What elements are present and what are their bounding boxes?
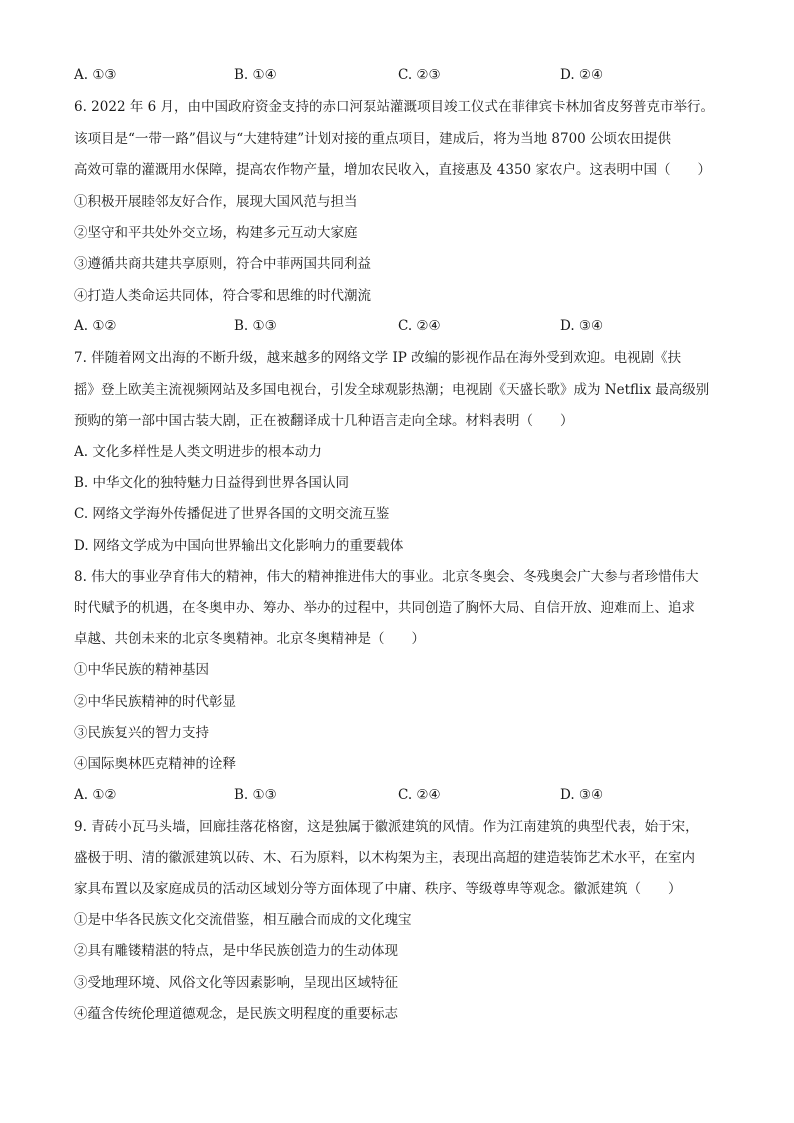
q7-choice-a: A. 文化多样性是人类文明进步的根本动力 (74, 444, 322, 460)
q6-stem-line: 该项目是“一带一路”倡议与“大建特建”计划对接的重点项目，建成后，将为当地 8700 公顷农田提供 (74, 131, 672, 147)
q8-option-d: D. ③④ (560, 787, 604, 803)
q8-statement: ①中华民族的精神基因 (74, 662, 209, 678)
q9-stem-line: 9. 青砖小瓦马头墙，回廊挂落花格窗，这是独属于徽派建筑的风情。作为江南建筑的典型代表，始于宋， (74, 819, 699, 835)
q6-option-c: C. ②④ (398, 318, 441, 334)
q8-option-a: A. ①② (74, 787, 117, 803)
q9-statement: ①是中华各民族文化交流借鉴，相互融合而成的文化瑰宝 (74, 912, 412, 928)
q8-statement: ④国际奥林匹克精神的诠释 (74, 756, 236, 772)
q8-option-c: C. ②④ (398, 787, 441, 803)
q7-stem-line: 摇》登上欧美主流视频网站及多国电视台，引发全球观影热潮；电视剧《天盛长歌》成为 Netflix 最高级别 (74, 382, 710, 398)
q5-option-a: A. ①③ (74, 67, 117, 83)
q5-option-d: D. ②④ (560, 67, 604, 83)
q7-choice-c: C. 网络文学海外传播促进了世界各国的文明交流互鉴 (74, 506, 390, 522)
q8-statement: ③民族复兴的智力支持 (74, 725, 209, 741)
q8-stem-line: 时代赋予的机遇，在冬奥申办、筹办、举办的过程中，共同创造了胸怀大局、自信开放、迎难而上、追求 (74, 600, 695, 616)
q6-stem-line: 高效可靠的灌溉用水保障，提高农作物产量，增加农民收入，直接惠及 4350 家农户。这表明中国（ ） (74, 162, 711, 178)
q7-choice-d: D. 网络文学成为中国向世界输出文化影响力的重要载体 (74, 538, 404, 554)
q8-stem-line: 卓越、共创未来的北京冬奥精神。北京冬奥精神是（ ） (74, 631, 425, 647)
q6-statement: ②坚守和平共处外交立场，构建多元互动大家庭 (74, 225, 358, 241)
q6-option-a: A. ①② (74, 318, 117, 334)
q6-option-d: D. ③④ (560, 318, 604, 334)
q9-stem-line: 盛极于明、清的徽派建筑以砖、木、石为原料，以木构架为主，表现出高超的建造装饰艺术水平，在室内 (74, 850, 695, 866)
q5-option-c: C. ②③ (398, 67, 441, 83)
q9-statement: ③受地理环境、风俗文化等因素影响，呈现出区域特征 (74, 975, 398, 991)
q7-stem-line: 7. 伴随着网文出海的不断升级，越来越多的网络文学 IP 改编的影视作品在海外受到欢迎。电视剧《扶 (74, 350, 682, 366)
q8-option-b: B. ①③ (234, 787, 277, 803)
q6-statement: ③遵循共商共建共享原则，符合中菲两国共同利益 (74, 256, 371, 272)
q5-option-b: B. ①④ (234, 67, 277, 83)
q7-stem-line: 预购的第一部中国古装大剧，正在被翻译成十几种语言走向全球。材料表明（ ） (74, 413, 574, 429)
q6-statement: ①积极开展睦邻友好合作，展现大国风范与担当 (74, 194, 358, 210)
q6-option-b: B. ①③ (234, 318, 277, 334)
q7-choice-b: B. 中华文化的独特魅力日益得到世界各国认同 (74, 475, 350, 491)
q6-stem-line: 6. 2022 年 6 月，由中国政府资金支持的赤口河泵站灌溉项目竣工仪式在菲律宾卡林加省皮努普克市举行。 (74, 99, 714, 115)
q9-statement: ④蕴含传统伦理道德观念，是民族文明程度的重要标志 (74, 1006, 398, 1022)
q9-stem-line: 家具布置以及家庭成员的活动区域划分等方面体现了中庸、秩序、等级尊卑等观念。徽派建筑（ ） (74, 881, 682, 897)
q6-statement: ④打造人类命运共同体，符合零和思维的时代潮流 (74, 288, 371, 304)
q8-statement: ②中华民族精神的时代彰显 (74, 694, 236, 710)
q9-statement: ②具有雕镂精湛的特点，是中华民族创造力的生动体现 (74, 943, 398, 959)
q8-stem-line: 8. 伟大的事业孕育伟大的精神，伟大的精神推进伟大的事业。北京冬奥会、冬残奥会广大参与者珍惜伟大 (74, 569, 699, 585)
